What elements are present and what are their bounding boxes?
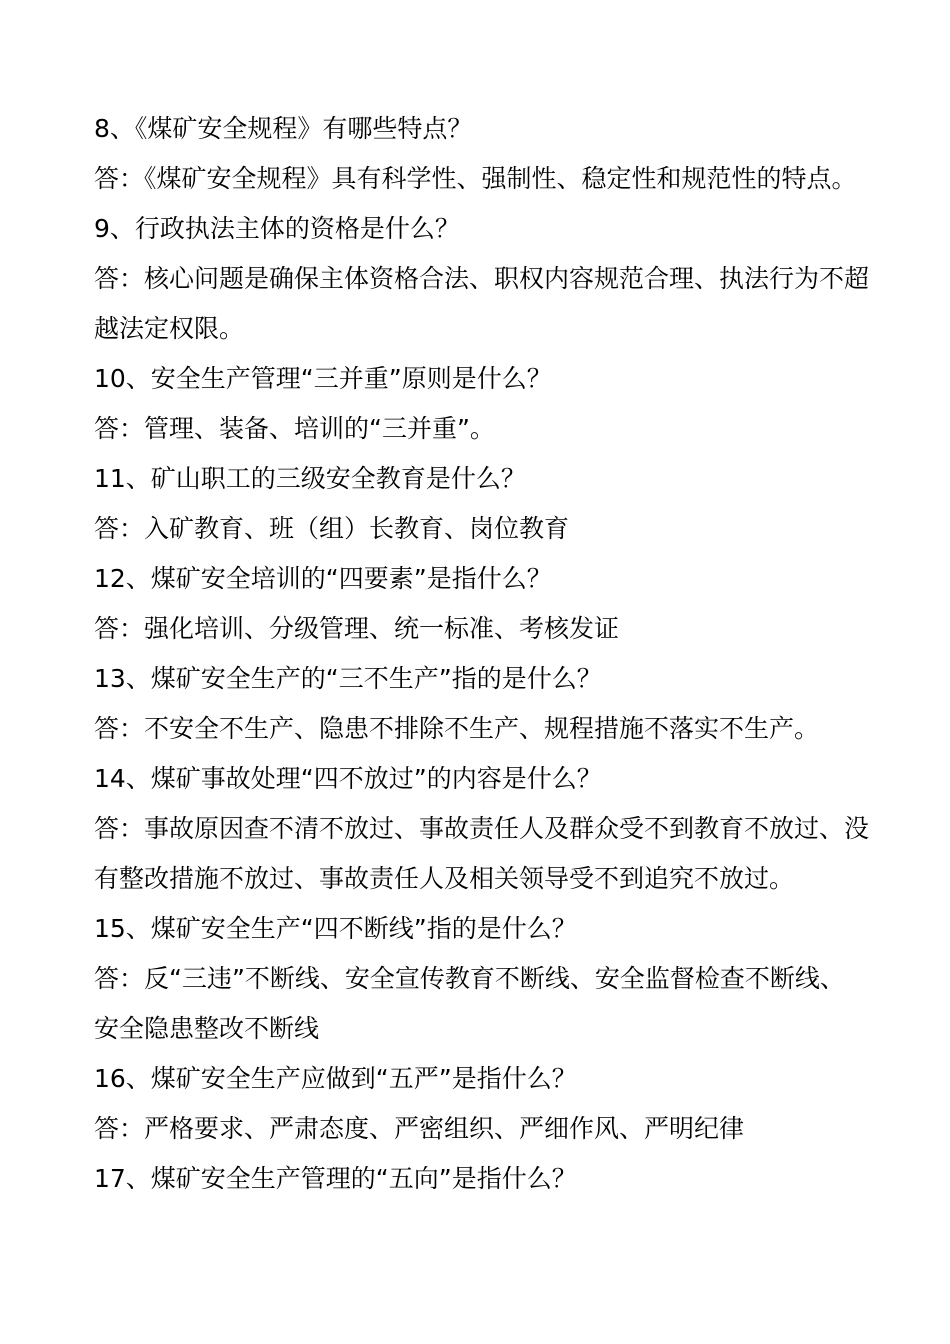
- answer-8: 答：《煤矿安全规程》具有科学性、强制性、稳定性和规范性的特点。: [94, 164, 857, 193]
- question-8: 8、《煤矿安全规程》有哪些特点？: [94, 114, 473, 143]
- question-14: 14、煤矿事故处理“四不放过”的内容是什么？: [94, 764, 602, 793]
- answer-9: 答：核心问题是确保主体资格合法、职权内容规范合理、执法行为不超: [94, 264, 870, 293]
- answer-12: 答：强化培训、分级管理、统一标准、考核发证: [94, 614, 620, 643]
- answer-11: 答：入矿教育、班（组）长教育、岗位教育: [94, 514, 570, 543]
- answer-14-continued: 有整改措施不放过、事故责任人及相关领导受不到追究不放过。: [94, 864, 795, 893]
- question-17: 17、煤矿安全生产管理的“五向”是指什么？: [94, 1164, 577, 1193]
- question-12: 12、煤矿安全培训的“四要素”是指什么？: [94, 564, 552, 593]
- answer-13: 答：不安全不生产、隐患不排除不生产、规程措施不落实不生产。: [94, 714, 820, 743]
- answer-16: 答：严格要求、严肃态度、严密组织、严细作风、严明纪律: [94, 1114, 745, 1143]
- answer-15: 答：反“三违”不断线、安全宣传教育不断线、安全监督检查不断线、: [94, 964, 845, 993]
- answer-9-continued: 越法定权限。: [94, 314, 245, 343]
- answer-14: 答：事故原因查不清不放过、事故责任人及群众受不到教育不放过、没: [94, 814, 870, 843]
- question-15: 15、煤矿安全生产“四不断线”指的是什么？: [94, 914, 577, 943]
- answer-15-continued: 安全隐患整改不断线: [94, 1014, 320, 1043]
- question-10: 10、安全生产管理“三并重”原则是什么？: [94, 364, 552, 393]
- answer-10: 答：管理、装备、培训的“三并重”。: [94, 414, 495, 443]
- question-13: 13、煤矿安全生产的“三不生产”指的是什么？: [94, 664, 602, 693]
- question-16: 16、煤矿安全生产应做到“五严”是指什么？: [94, 1064, 577, 1093]
- question-9: 9、行政执法主体的资格是什么？: [94, 214, 460, 243]
- document-body: [94, 104, 886, 1204]
- question-11: 11、矿山职工的三级安全教育是什么？: [94, 464, 526, 493]
